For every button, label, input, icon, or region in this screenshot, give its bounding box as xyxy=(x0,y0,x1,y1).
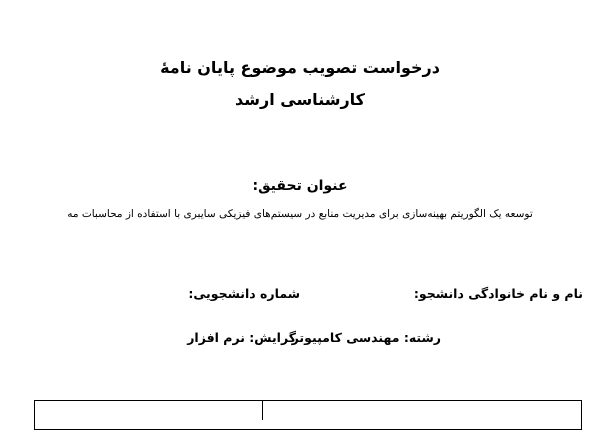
signature-table xyxy=(34,400,582,430)
degree-title: کارشناسی ارشد xyxy=(235,90,365,109)
research-title-label: عنوان تحقیق: xyxy=(252,178,348,194)
research-title: توسعه یک الگوریتم بهینه‌سازی برای مدیریت منابع در سیستم‌های فیزیکی سایبری با استفاده از محاسبات مه xyxy=(67,208,533,220)
document-title: درخواست تصویب موضوع پایان نامهٔ xyxy=(160,58,440,77)
student-name-label: نام و نام خانوادگی دانشجو: xyxy=(413,286,583,301)
student-id-label: شماره دانشجویی: xyxy=(188,286,300,301)
field-label: رشته: مهندسی کامپیوتر xyxy=(291,330,441,345)
orientation-label: گرایش: نرم افزار xyxy=(187,330,296,345)
table-divider xyxy=(262,400,263,420)
